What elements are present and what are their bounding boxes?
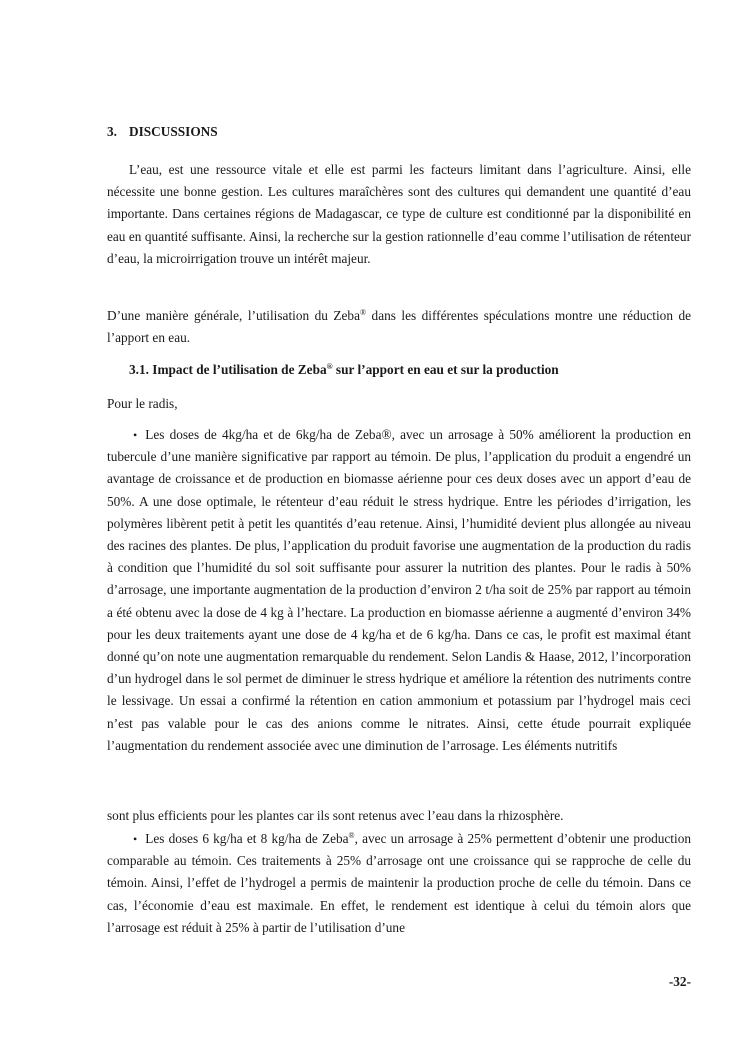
bullet-item-1 bbox=[107, 424, 691, 757]
bullet-icon: • bbox=[133, 832, 138, 846]
section-heading bbox=[107, 124, 218, 140]
section-number: 3. bbox=[107, 124, 117, 139]
registered-mark: ® bbox=[326, 362, 333, 371]
subsection-title-end: sur l’apport en eau et sur la production bbox=[332, 362, 559, 377]
paragraph-zeba-text-end: dans les différentes spéculations montre une réduction de l’apport en eau. bbox=[107, 308, 691, 346]
registered-mark: ® bbox=[348, 831, 355, 840]
registered-mark: ® bbox=[359, 308, 367, 317]
subsection-title-start: 3.1. Impact de l’utilisation de Zeba bbox=[129, 362, 327, 377]
paragraph-zeba-text-start: D’une manière générale, l’utilisation du Zeba bbox=[107, 308, 360, 323]
radis-intro: Pour le radis, bbox=[107, 396, 178, 411]
bullet-item-1-text: Les doses de 4kg/ha et de 6kg/ha de Zeba®, avec un arrosage à 50% améliorent la production en tubercule d’une manière significative par rapport au témoin. De plus, l’application du produit a engendré un avantage de croissance et de production en biomasse aérienne pour ces deux doses avec un apport d’eau de 50%. A une dose optimale, le rétenteur d’eau réduit le stress hydrique. Entre les périodes d’irrigation, les polymères libèrent petit à petit les quantités d’eau retenue. Ainsi, l’humidité devient plus allongée au niveau des racines des plantes. De plus, l’application du produit favorise une augmentation de la production du radis à condition que l’humidité du sol soit suffisante pour assurer la nutrition des plantes. Pour le radis à 50% d’arrosage, une importante augmentation de la production d’environ 2 t/ha soit de 25% par rapport au témoin a été obtenu avec la dose de 4 kg à l’hectare. La production en biomasse aérienne a augmenté d’environ 34% pour les deux traitements ayant une dose de 4 kg/ha et de 6 kg/ha. Dans ce cas, le profit est maximal étant donné qu’on note une augmentation remarquable du rendement. Selon Landis & Haase, 2012, l’incorporation d’un hydrogel dans le sol permet de diminuer le stress hydrique et améliore la rétention des nutriments contre le lessivage. Un essai a confirmé la rétention en cation ammonium et potassium par l’hydrogel mais ceci n’est pas valable pour le cas des anions comme le nitrates. Ainsi, cette étude pourrait expliquée l’augmentation du rendement associée avec une diminution de l’arrosage. Les éléments nutritifs bbox=[107, 427, 691, 753]
bullet-item-1-last-line: sont plus efficients pour les plantes car ils sont retenus avec l’eau dans la rhizosphère. bbox=[107, 808, 564, 823]
section-title: DISCUSSIONS bbox=[129, 124, 218, 139]
bullet-icon: • bbox=[133, 428, 138, 442]
bullet-item-2-text-end: , avec un arrosage à 25% permettent d’obtenir une production comparable au témoin. Ces traitements à 25% d’arrosage ont une croissance qui se rapproche de celle du témoin. Ainsi, l’effet de l’hydrogel a permis de maintenir la production proche de celle du témoin. Dans ce cas, l’économie d’eau est maximale. En effet, le rendement est identique à celui du témoin alors que l’arrosage est réduit à 25% à partir de l’utilisation d’une bbox=[107, 831, 691, 935]
bullet-item-2-text-start: Les doses 6 kg/ha et 8 kg/ha de Zeba bbox=[145, 831, 349, 846]
page-number: -32- bbox=[668, 974, 691, 989]
bullet-item-2 bbox=[107, 828, 691, 939]
paragraph-intro: L’eau, est une ressource vitale et elle est parmi les facteurs limitant dans l’agriculture. Ainsi, elle nécessite une bonne gestion. Les cultures maraîchères sont des cultures qui demandent une quantité d’eau importante. Dans certaines régions de Madagascar, ce type de culture est conditionné par la disponibilité en eau en quantité suffisante. Ainsi, la recherche sur la gestion rationnelle d’eau comme l’utilisation de rétenteur d’eau, la microirrigation trouve un intérêt majeur. bbox=[107, 162, 691, 266]
paragraph-zeba-general bbox=[107, 305, 691, 349]
subsection-heading bbox=[129, 362, 559, 378]
